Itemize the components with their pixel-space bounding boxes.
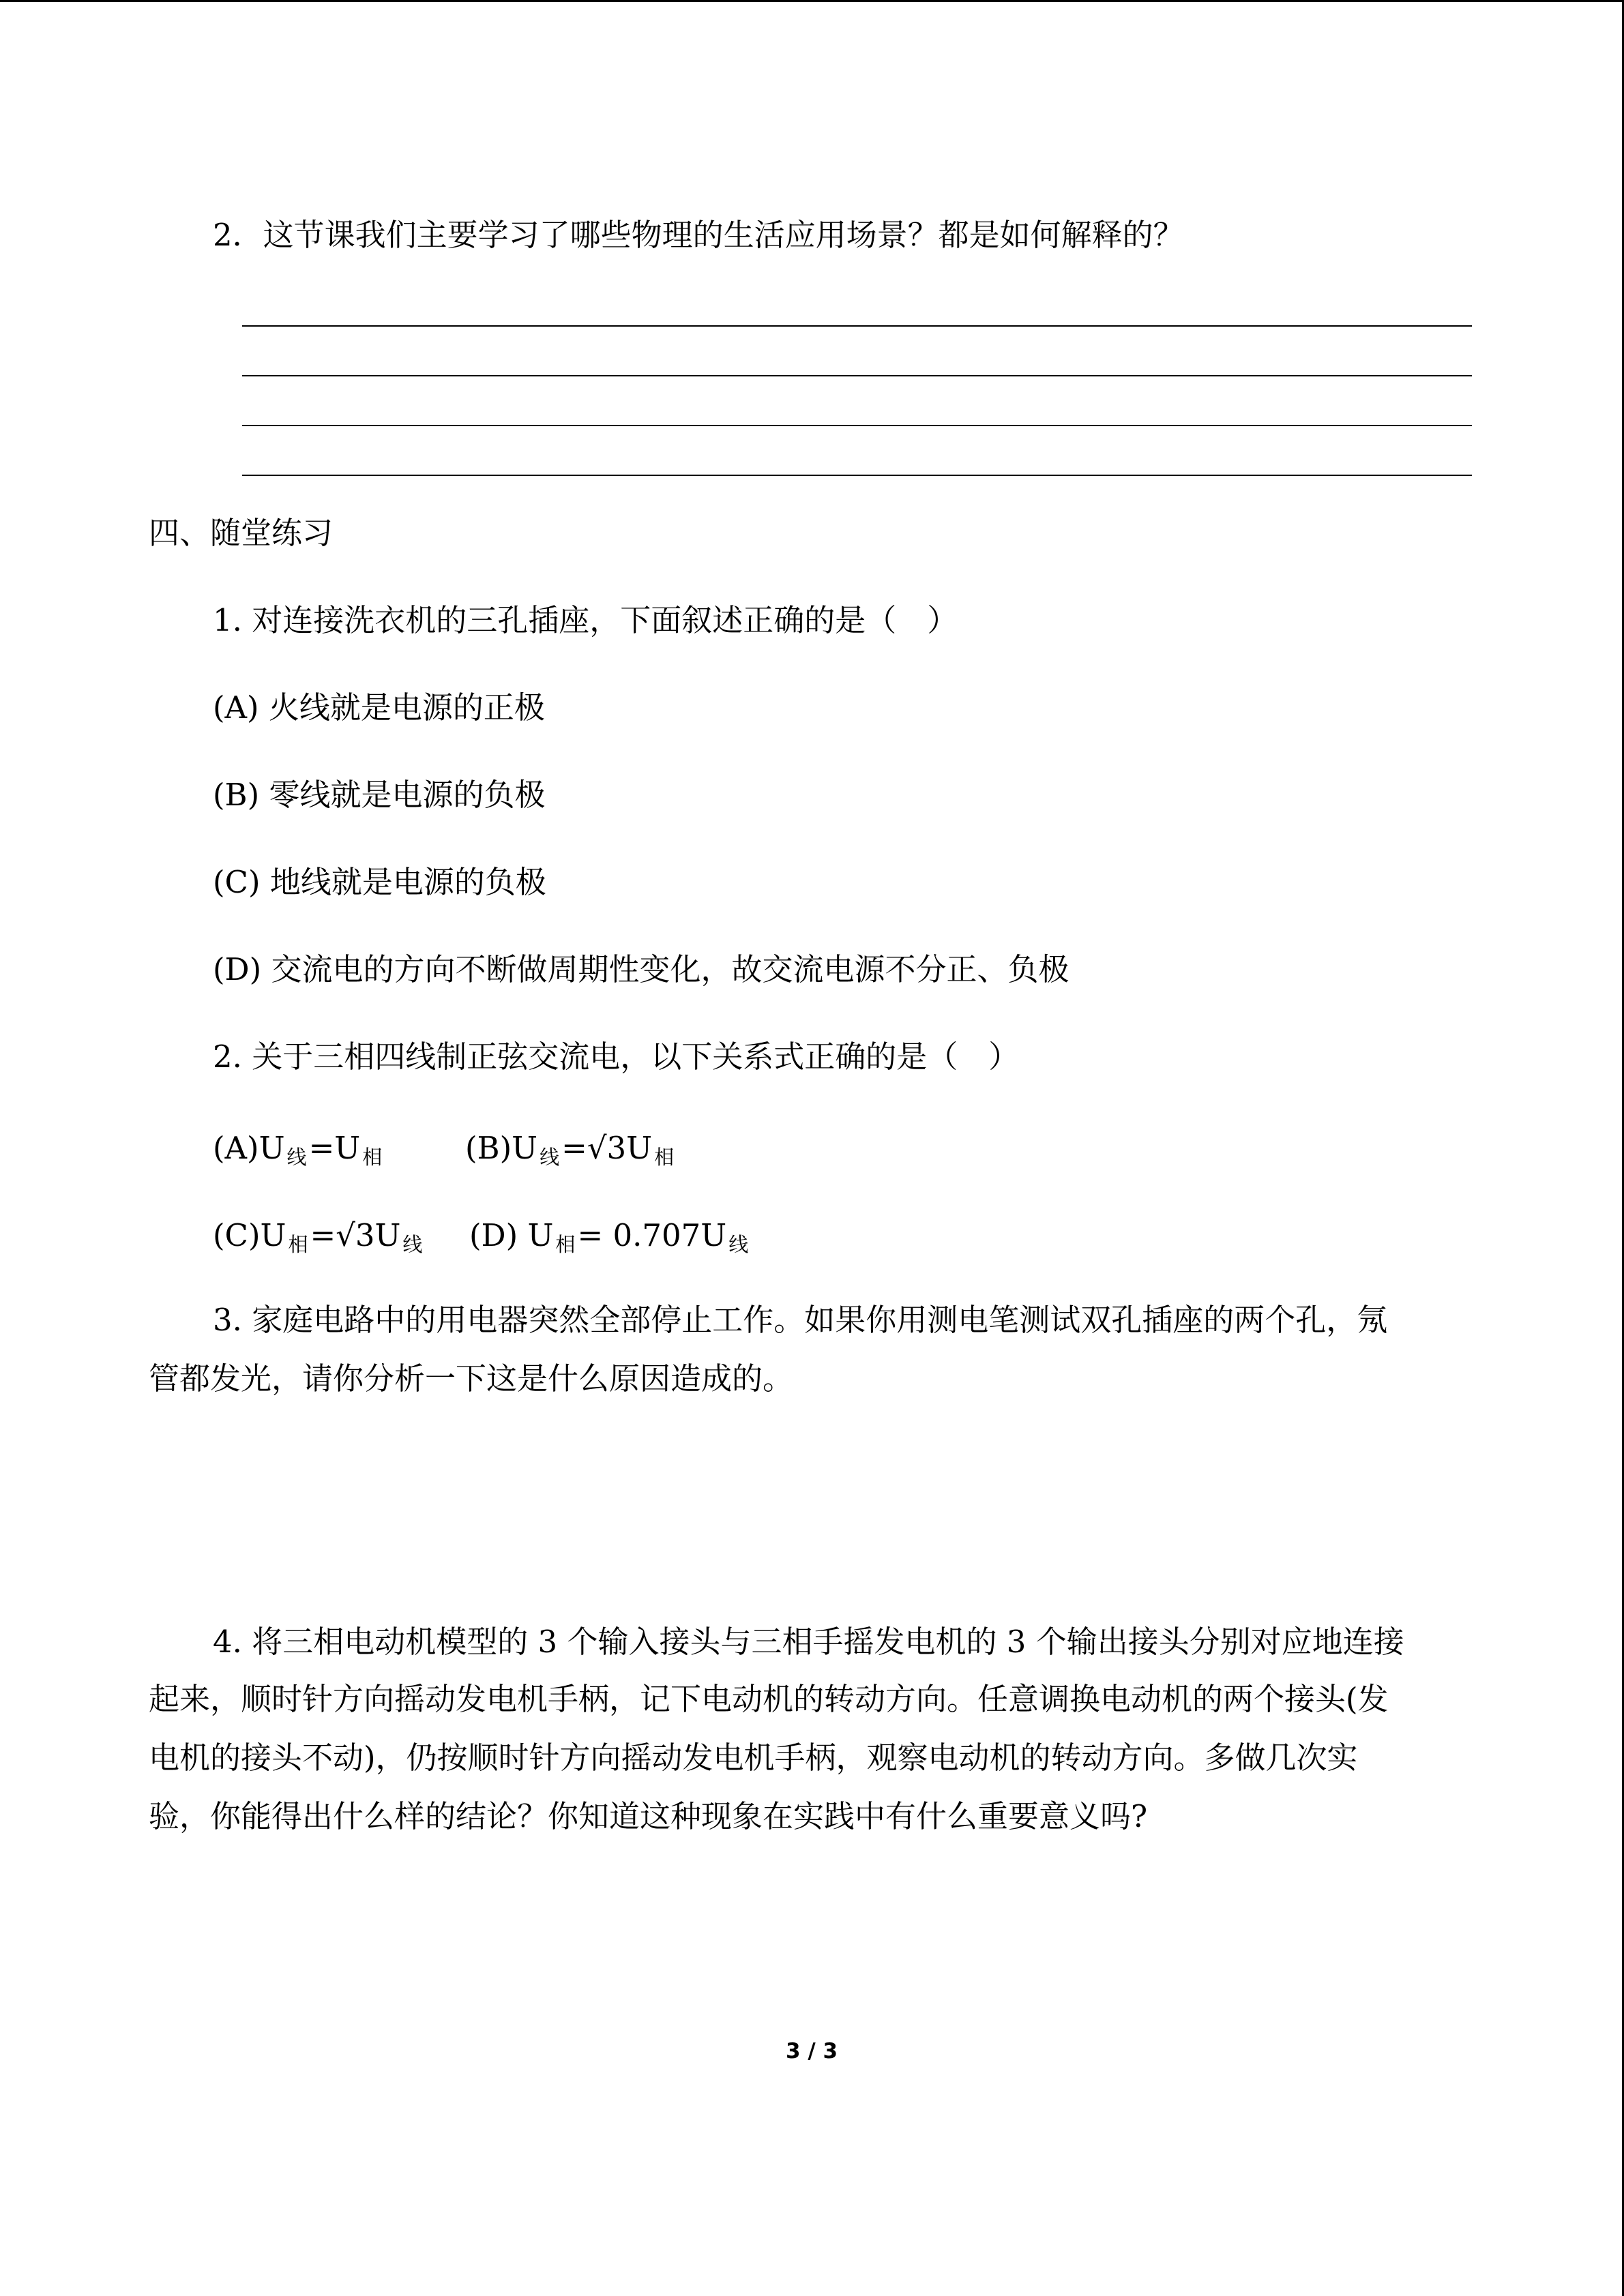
option-a-label: (A)U xyxy=(213,1130,285,1166)
option-a-subscript-1: 线 xyxy=(286,1146,307,1169)
section-title: 四、随堂练习 xyxy=(149,515,334,551)
exercise-1-option-b: (B) 零线就是电源的负极 xyxy=(213,777,546,813)
answer-line xyxy=(242,325,1472,327)
page-border-top xyxy=(0,0,1624,2)
option-a-middle: =U xyxy=(308,1130,361,1166)
option-b-subscript-2: 相 xyxy=(654,1146,675,1169)
exercise-3-line-1: 3. 家庭电路中的用电器突然全部停止工作。如果你用测电笔测试双孔插座的两个孔，氖 xyxy=(213,1302,1388,1338)
exercise-2-option-b xyxy=(465,1128,676,1172)
exercise-2-option-a xyxy=(213,1128,384,1172)
answer-line xyxy=(242,475,1472,476)
option-d-subscript-1: 相 xyxy=(555,1233,576,1256)
option-d-label: (D) U xyxy=(469,1217,554,1253)
exercise-2-option-d xyxy=(469,1215,750,1259)
option-c-subscript-1: 相 xyxy=(288,1233,308,1256)
exercise-1-option-d: (D) 交流电的方向不断做周期性变化，故交流电源不分正、负极 xyxy=(213,951,1069,987)
option-b-subscript-1: 线 xyxy=(540,1146,560,1169)
page-number: 3 / 3 xyxy=(785,2039,838,2063)
option-d-middle: = 0.707U xyxy=(577,1217,727,1253)
exercise-1-option-c: (C) 地线就是电源的负极 xyxy=(213,864,546,900)
exercise-4-line-3: 电机的接头不动)，仍按顺时针方向摇动发电机手柄，观察电动机的转动方向。多做几次实 xyxy=(149,1740,1358,1776)
option-c-subscript-2: 线 xyxy=(402,1233,423,1256)
exercise-4-line-2: 起来，顺时针方向摇动发电机手柄，记下电动机的转动方向。任意调换电动机的两个接头(发 xyxy=(149,1681,1389,1717)
exercise-1-stem: 1. 对连接洗衣机的三孔插座，下面叙述正确的是（ ） xyxy=(213,602,958,638)
exercise-4-line-1: 4. 将三相电动机模型的 3 个输入接头与三相手摇发电机的 3 个输出接头分别对应地连接 xyxy=(213,1624,1404,1660)
exercise-1-option-a: (A) 火线就是电源的正极 xyxy=(213,689,545,726)
option-b-label: (B)U xyxy=(465,1130,538,1166)
option-a-subscript-2: 相 xyxy=(362,1146,383,1169)
exercise-2-option-c xyxy=(213,1215,424,1259)
answer-line xyxy=(242,425,1472,426)
option-c-middle: =√3U xyxy=(310,1217,401,1253)
option-d-subscript-2: 线 xyxy=(728,1233,749,1256)
option-b-middle: =√3U xyxy=(561,1130,653,1166)
exercise-3-line-2: 管都发光，请你分析一下这是什么原因造成的。 xyxy=(149,1360,794,1397)
review-question-2: 2．这节课我们主要学习了哪些物理的生活应用场景？都是如何解释的？ xyxy=(213,217,1184,253)
answer-line xyxy=(242,375,1472,376)
exercise-2-stem: 2. 关于三相四线制正弦交流电，以下关系式正确的是（ ） xyxy=(213,1039,1020,1075)
option-c-label: (C)U xyxy=(213,1217,286,1253)
exercise-4-line-4: 验，你能得出什么样的结论？你知道这种现象在实践中有什么重要意义吗? xyxy=(149,1798,1148,1834)
